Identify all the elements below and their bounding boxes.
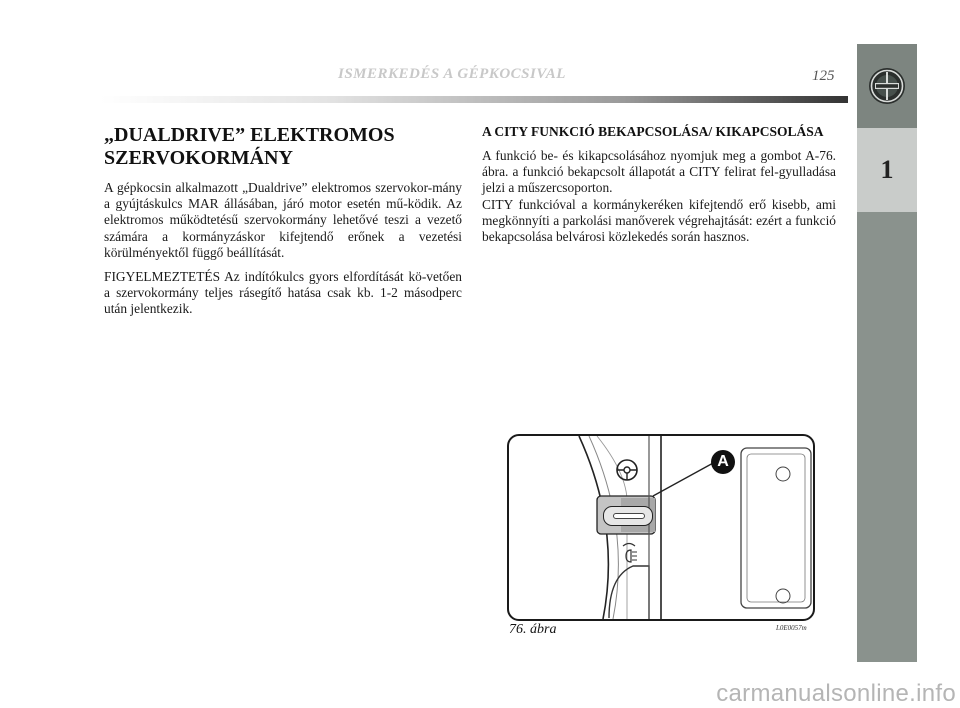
city-button[interactable] (603, 506, 653, 526)
figure-76 (507, 434, 815, 621)
header-title: ISMERKEDÉS A GÉPKOCSIVAL (338, 66, 566, 82)
dashboard-illustration (509, 436, 813, 619)
callout-label-a: A (711, 450, 735, 474)
figure-code: L0E0057m (776, 624, 807, 632)
watermark: carmanualsonline.info (716, 680, 956, 707)
chapter-sidebar (857, 44, 917, 662)
warning-paragraph: FIGYELMEZTETÉS Az indítókulcs gyors elfordítását kö-vetően a szervokormány teljes rásegítő hatása csak kb. 1-2 másodperc után jelentkezik. (104, 269, 462, 317)
section-title-city: A CITY FUNKCIÓ BEKAPCSOLÁSA/ KIKAPCSOLÁSA (482, 124, 824, 139)
left-column (104, 124, 462, 326)
steering-wheel-icon (615, 458, 639, 482)
figure-caption: 76. ábra (509, 622, 557, 637)
chapter-number: 1 (857, 128, 917, 212)
page-number: 125 (812, 68, 835, 84)
header-divider (100, 96, 848, 103)
right-column (482, 124, 836, 253)
section-title-dualdrive: „DUALDRIVE” ELEKTROMOS SZERVOKORMÁNY (104, 124, 395, 169)
sidebar-logo-box (857, 44, 917, 128)
paragraph: A gépkocsin alkalmazott „Dualdrive” elektromos szervokor-mány a gyújtáskulcs MAR állásában, járó motor esetén mű-ködik. Az elektromos működtetésű szervokormány lehetővé teszi a vezető számára a kormányzáskor kifejtendő erőnek a vezetési körülményektől függő beállítását. (104, 180, 462, 260)
city-button-indicator (613, 513, 645, 519)
paragraph: A funkció be- és kikapcsolásához nyomjuk meg a gombot A-76. ábra. a funkció bekapcsolt állapotát a CITY felirat fel-gyulladása jelzi a műszercsoporton. (482, 148, 836, 196)
paragraph: CITY funkcióval a kormánykeréken kifejtendő erő kisebb, ami megkönnyíti a parkolási manőverek végrehajtását: ezért a funkció bekapcsolása belvárosi közlekedés során hasznos. (482, 196, 836, 245)
lancia-logo-icon (867, 66, 907, 106)
headlight-adjust-icon (619, 540, 639, 566)
